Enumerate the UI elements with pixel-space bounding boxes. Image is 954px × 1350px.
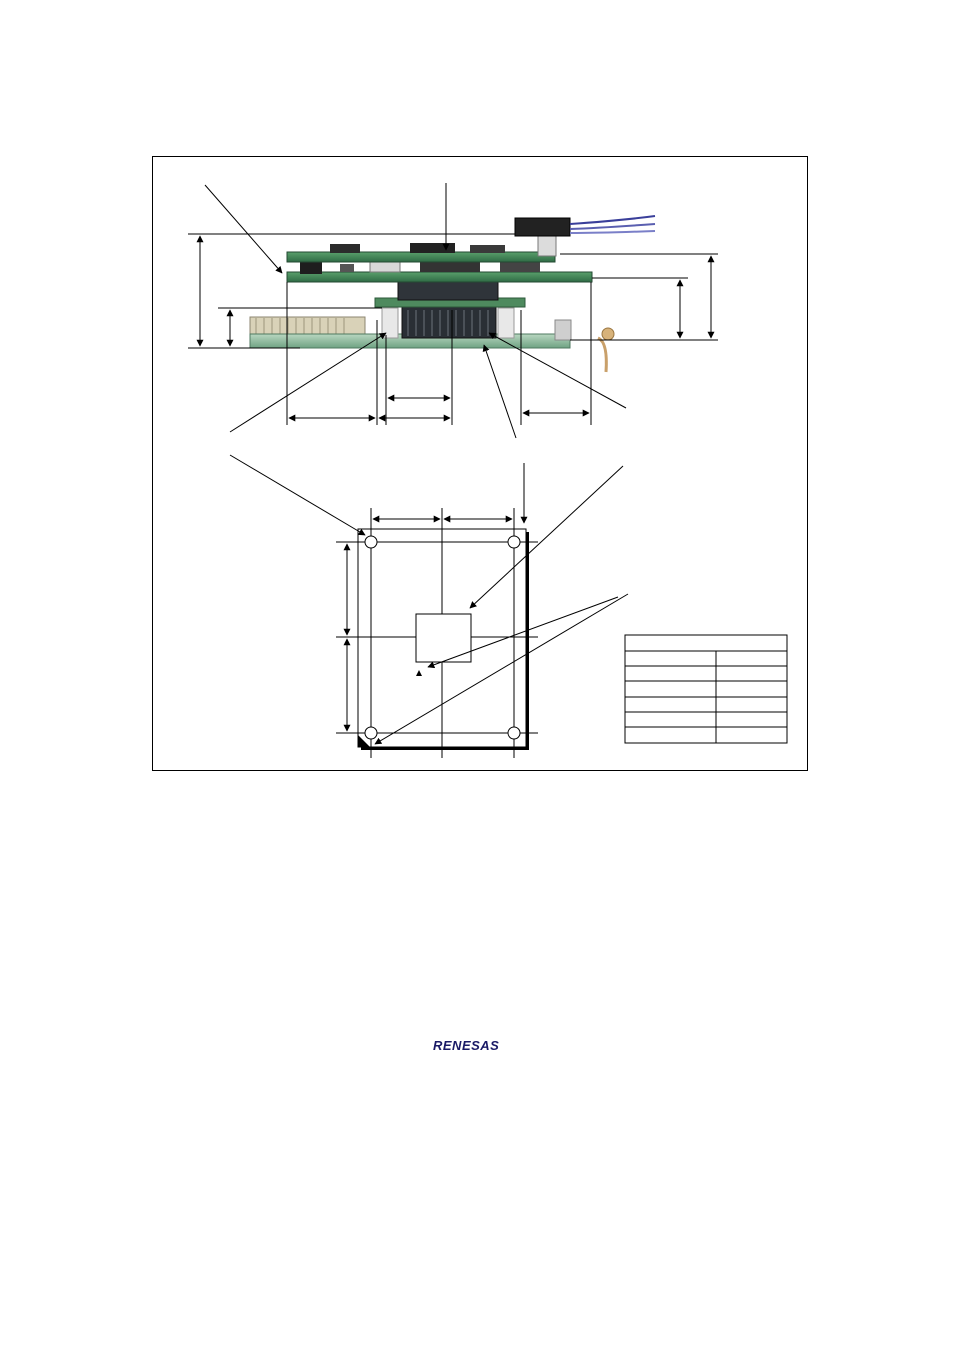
board-component-2 [340,264,354,272]
top-view-footprint [230,455,628,758]
base-right-cable [598,338,606,372]
renesas-logo: RENESAS [433,1038,500,1053]
mounting-hole-bottom-left [365,727,377,739]
mounting-hole-top-right [508,536,520,548]
spacer-post-right [498,308,514,338]
base-board-right-post [555,320,571,340]
cable-wire-3 [570,231,655,233]
leader-socket-bottom [484,345,516,438]
upper-board-chip-1 [330,244,360,253]
upper-board-chip-3 [470,245,505,253]
left-ribbon-cable [250,317,365,335]
emulator-lower-board [287,272,592,282]
leader-hole-top-left [230,455,365,535]
mounting-hole-top-left [365,536,377,548]
leader-emulator-board [205,185,282,273]
mounting-hole-bottom-right [508,727,520,739]
board-component-4 [420,262,480,272]
board-component-3 [370,262,400,272]
ic-footprint-square [416,614,471,662]
cable-wire-2 [570,224,655,229]
emulator-upper-board [287,252,555,262]
cable-wire-1 [570,216,655,224]
cable-connector-head [515,218,570,236]
dimension-table [625,635,787,743]
board-component-1 [300,262,322,274]
stacking-connector [398,280,498,300]
upper-board-chip-2 [410,243,455,253]
base-right-cable-head [602,328,614,340]
board-component-5 [500,261,540,272]
